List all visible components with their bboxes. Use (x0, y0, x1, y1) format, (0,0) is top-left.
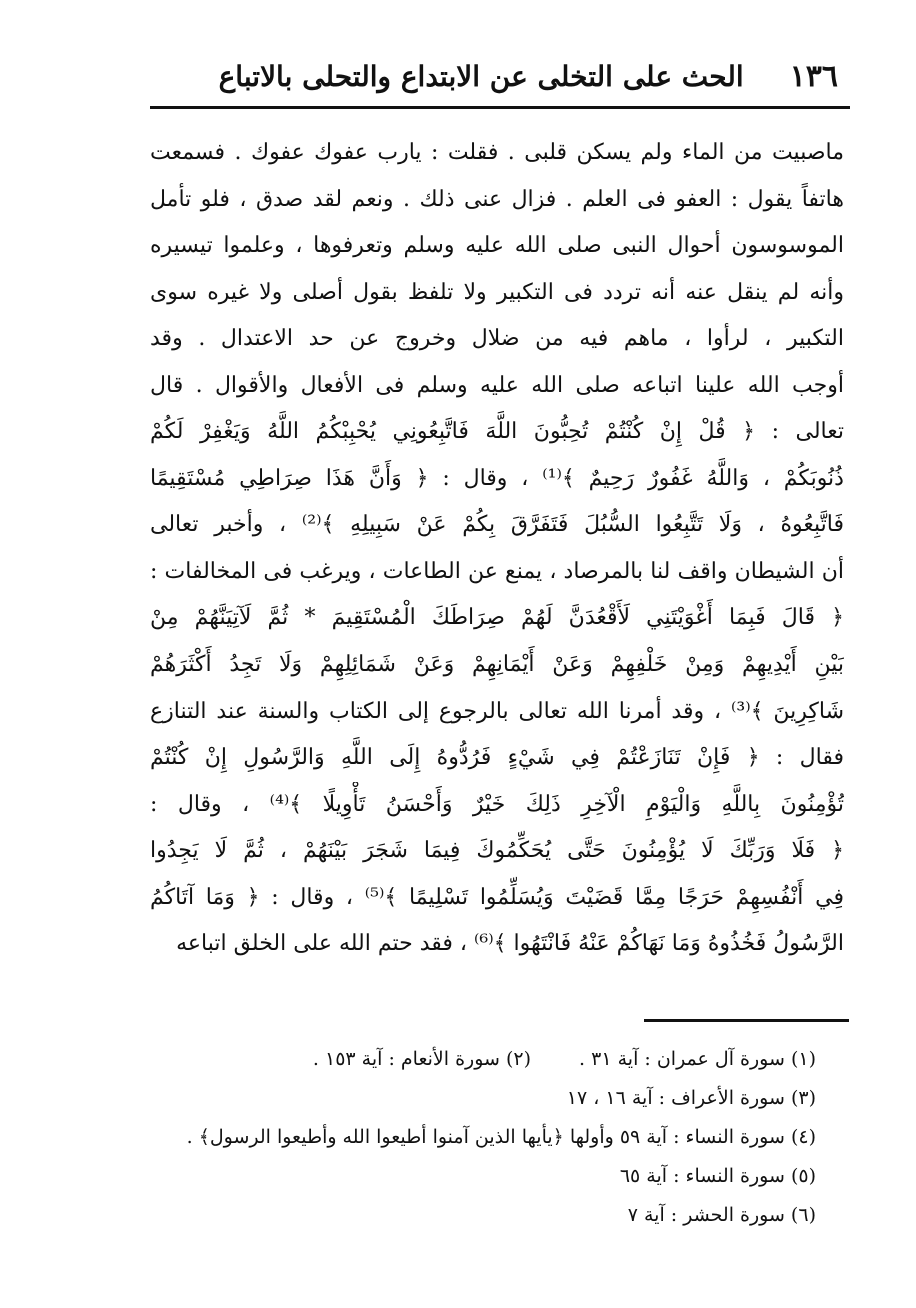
footnote-6: (٦) سورة الحشر : آية ٧ (627, 1204, 816, 1226)
text-line: فقال : ﴿ فَإِنْ تَنَازَعْتُمْ فِي شَيْءٍ فَرُدُّوهُ إِلَى اللَّهِ وَالرَّسُولِ إِنْ كُنْتُمْ (150, 745, 844, 771)
text-line: بَيْنِ أَيْدِيهِمْ وَمِنْ خَلْفِهِمْ وَعَنْ أَيْمَانِهِمْ وَعَنْ شَمَائِلِهِمْ وَلَا تَجِدُ أَكْثَرَهُمْ (150, 652, 844, 678)
body-text (150, 130, 844, 968)
text-line: وأنه لم ينقل عنه أنه تردد فى التكبير ولا تلفظ بقول أصلى ولا غيره سوى (150, 279, 844, 305)
text-line: ماصبيت من الماء ولم يسكن قلبى . فقلت : يارب عفوك عفوك . فسمعت (150, 140, 844, 165)
text-line: ﴿ فَلَا وَرَبِّكَ لَا يُؤْمِنُونَ حَتَّى يُحَكِّمُوكَ فِيمَا شَجَرَ بَيْنَهُمْ ، ثُمَّ لَا يَجِدُوا (150, 838, 844, 864)
text-line: الرَّسُولُ فَخُذُوهُ وَمَا نَهَاكُمْ عَنْهُ فَانْتَهُوا ﴾⁽⁶⁾ ، فقد حتم الله على الخلق اتباعه (176, 931, 844, 957)
text-line: تُؤْمِنُونَ بِاللَّهِ وَالْيَوْمِ الْآخِرِ ذَلِكَ خَيْرٌ وَأَحْسَنُ تَأْوِيلًا ﴾⁽⁴⁾ ، وقال : (150, 791, 844, 817)
text-line: فِي أَنْفُسِهِمْ حَرَجًا مِمَّا قَضَيْتَ وَيُسَلِّمُوا تَسْلِيمًا ﴾⁽⁵⁾ ، وقال : ﴿ وَمَا آتَاكُمُ (150, 884, 844, 910)
text-line: ﴿ قَالَ فَبِمَا أَغْوَيْتَنِي لَأَقْعُدَنَّ لَهُمْ صِرَاطَكَ الْمُسْتَقِيمَ * ثُمَّ لَآتِيَنَّهُمْ مِنْ (150, 605, 844, 631)
text-line: هاتفاً يقول : العفو فى العلم . فزال عنى ذلك . ونعم لقد صدق ، فلو تأمل (150, 186, 844, 212)
page-header (150, 52, 838, 100)
text-line: أوجب الله علينا اتباعه صلى الله عليه وسلم فى الأفعال والأقوال . قال (150, 372, 844, 398)
footnote-3: (٣) سورة الأعراف : آية ١٦ ، ١٧ (566, 1087, 816, 1109)
footnote-rule (644, 1019, 849, 1022)
footnote-line (150, 1040, 816, 1079)
header-rule (150, 106, 850, 109)
footnote-1: (١) سورة آل عمران : آية ٣١ . (579, 1048, 816, 1070)
page-number: ١٣٦ (789, 58, 838, 94)
text-line: فَاتَّبِعُوهُ ، وَلَا تَتَّبِعُوا السُّبُلَ فَتَفَرَّقَ بِكُمْ عَنْ سَبِيلِهِ ﴾⁽²⁾ ، وأخبر تعالى (150, 512, 844, 538)
footnote-5: (٥) سورة النساء : آية ٦٥ (619, 1165, 816, 1187)
text-line: أن الشيطان واقف لنا بالمرصاد ، يمنع عن الطاعات ، ويرغب فى المخالفات : (150, 558, 844, 584)
footnotes (150, 1040, 816, 1235)
footnote-4: (٤) سورة النساء : آية ٥٩ وأولها ﴿يأيها الذين آمنوا أطيعوا الله وأطيعوا الرسول﴾ . (186, 1126, 816, 1148)
footnote-2: (٢) سورة الأنعام : آية ١٥٣ . (312, 1048, 532, 1070)
text-line: الموسوسون أحوال النبى صلى الله عليه وسلم وتعرفوها ، وعلموا تيسيره (150, 233, 844, 259)
running-title: الحث على التخلى عن الابتداع والتحلى بالاتباع (218, 59, 744, 93)
text-line: التكبير ، لرأوا ، ماهم فيه من ضلال وخروج عن حد الاعتدال . وقد (150, 326, 844, 352)
text-line: ذُنُوبَكُمْ ، وَاللَّهُ غَفُورٌ رَحِيمٌ ﴾⁽¹⁾ ، وقال : ﴿ وَأَنَّ هَذَا صِرَاطِي مُسْتَقِيمًا (150, 465, 844, 491)
text-line: شَاكِرِينَ ﴾⁽³⁾ ، وقد أمرنا الله تعالى بالرجوع إلى الكتاب والسنة عند التنازع (150, 698, 844, 724)
text-line: تعالى : ﴿ قُلْ إِنْ كُنْتُمْ تُحِبُّونَ اللَّهَ فَاتَّبِعُونِي يُحْبِبْكُمُ اللَّهُ وَيَغْفِرْ لَكُمْ (150, 419, 844, 445)
